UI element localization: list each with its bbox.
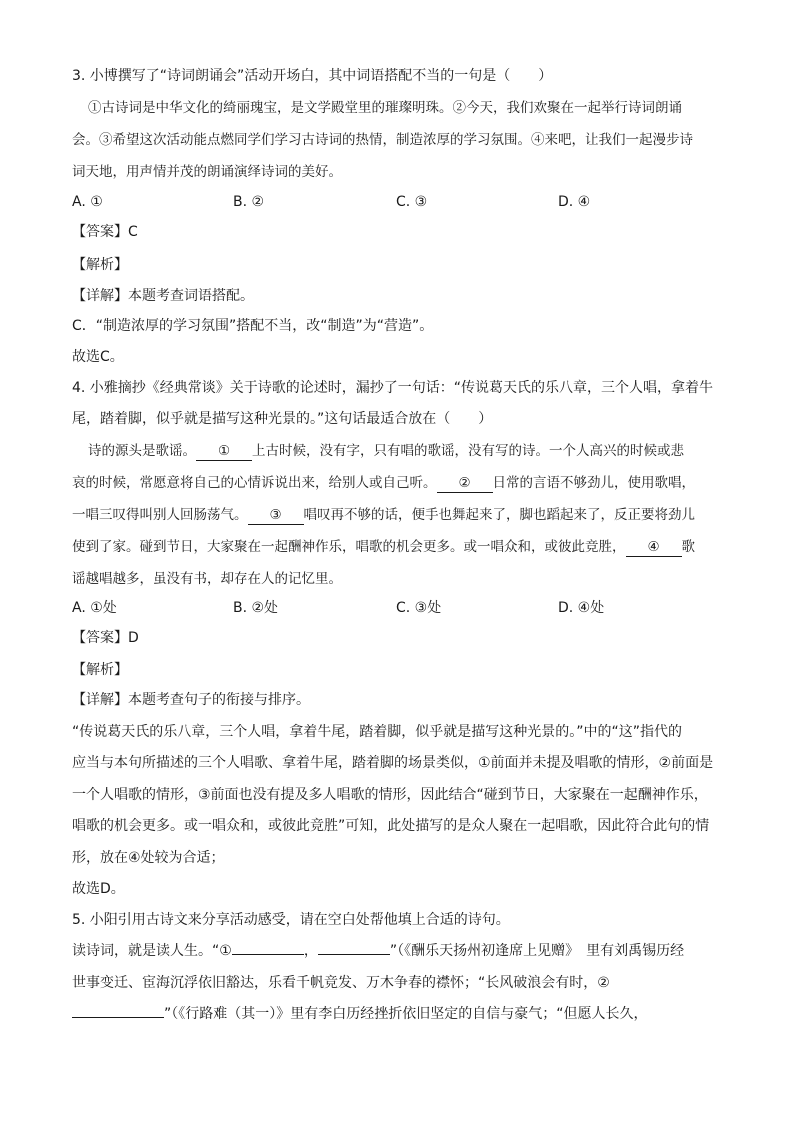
- q5-blank-1b: [318, 954, 390, 955]
- q3-explanation: C．“制造浓厚的学习氛围”搭配不当，改“制造”为“营造”。: [72, 318, 434, 334]
- q4-passage-text: 使到了家。碰到节日，大家聚在一起酬神作乐，唱歌的机会更多。或一唱众和，或彼此竞胜，: [72, 539, 626, 555]
- q4-passage-text: 歌: [681, 539, 695, 555]
- q4-passage-line-1: [88, 441, 748, 461]
- q5-line-1: [72, 941, 732, 961]
- q4-answer: 【答案】D: [72, 630, 139, 646]
- q5-line-3: [72, 1004, 732, 1024]
- q3-passage-line-1: ①古诗词是中华文化的绮丽瑰宝，是文学殿堂里的璀璨明珠。②今天，我们欢聚在一起举行诗词朗诵: [88, 100, 682, 116]
- q4-stem-line-2: 尾，踏着脚，似乎就是描写这种光景的。”这句话最适合放在（ ）: [72, 411, 493, 427]
- q5-blank-2: [72, 1017, 164, 1018]
- q4-explanation-line-1: “传说葛天氏的乐八章，三个人唱，拿着牛尾，踏着脚，似乎就是描写这种光景的。”中的“这”指代的: [72, 724, 683, 740]
- q4-option-c: C. ③处: [396, 600, 442, 616]
- q4-conclusion: 故选D。: [72, 881, 125, 897]
- q3-answer: 【答案】C: [72, 224, 138, 240]
- q3-passage-line-2: 会。③希望这次活动能点燃同学们学习古诗词的热情，制造浓厚的学习氛围。④来吧，让我们一起漫步诗: [72, 132, 693, 148]
- q4-explanation-line-5: 形，放在④处较为合适；: [72, 850, 225, 866]
- q4-passage-line-5: 谣越唱越多，虽没有书，却存在人的记忆里。: [72, 571, 342, 587]
- q4-passage-text: 唱叹再不够的话，便手也舞起来了，脚也蹈起来了，反正要将劲儿: [303, 507, 695, 523]
- q5-blank-1a: [232, 954, 304, 955]
- q3-conclusion: 故选C。: [72, 349, 124, 365]
- q4-passage-text: 日常的言语不够劲儿，使用歌唱，: [492, 475, 695, 491]
- q5-text: ，: [303, 943, 318, 959]
- q4-analysis-heading: 【解析】: [72, 662, 128, 678]
- q4-blank-4: ④: [626, 538, 682, 557]
- q4-stem-line-1: 4. 小雅摘抄《经典常谈》关于诗歌的论述时，漏抄了一句话：“传说葛天氏的乐八章，三个人唱，拿着牛: [72, 380, 714, 396]
- q4-detail: 【详解】本题考查句子的衔接与排序。: [72, 692, 310, 708]
- q4-passage-text: 哀的时候，常愿意将自己的心情诉说出来，给别人或自己听。: [72, 475, 437, 491]
- q5-line-2: 世事变迁、宦海沉浮依旧豁达，乐看千帆竞发、万木争春的襟怀；“长风破浪会有时，②: [72, 975, 610, 991]
- q5-stem: 5. 小阳引用古诗文来分享活动感受，请在空白处帮他填上合适的诗句。: [72, 912, 510, 928]
- q3-option-b: B. ②: [233, 194, 265, 210]
- q4-explanation-line-3: 一个人唱歌的情形，③前面也没有提及多人唱歌的情形，因此结合“碰到节日，大家聚在一起酬神作乐，: [72, 787, 708, 803]
- q3-option-a: A. ①: [72, 194, 103, 210]
- q4-option-b: B. ②处: [233, 600, 279, 616]
- q4-option-d: D. ④处: [558, 600, 605, 616]
- q3-option-c: C. ③: [396, 194, 428, 210]
- q4-explanation-line-2: 应当与本句所描述的三个人唱歌、拿着牛尾，踏着脚的场景类似，①前面并未提及唱歌的情形，②前面是: [72, 755, 714, 771]
- q3-stem: 3. 小博撰写了“诗词朗诵会”活动开场白，其中词语搭配不当的一句是（ ）: [72, 68, 553, 84]
- q4-blank-3: ③: [248, 506, 304, 525]
- q4-passage-line-2: [72, 473, 732, 493]
- q3-option-d: D. ④: [558, 194, 591, 210]
- q5-text: 读诗词，就是读人生。“①: [72, 943, 232, 959]
- q3-passage-line-3: 词天地，用声情并茂的朗诵演绎诗词的美好。: [72, 164, 342, 180]
- q3-detail: 【详解】本题考查词语搭配。: [72, 288, 254, 304]
- q4-passage-text: 上古时候，没有字，只有唱的歌谣，没有写的诗。一个人高兴的时候或悲: [252, 443, 684, 459]
- q4-explanation-line-4: 唱歌的机会更多。或一唱众和，或彼此竞胜”可知，此处描写的是众人聚在一起唱歌，因此符合此句的情: [72, 818, 710, 834]
- q4-option-a: A. ①处: [72, 600, 117, 616]
- q4-blank-1: ①: [196, 442, 252, 461]
- q5-text: ”（《酬乐天扬州初逢席上见赠》 里有刘禹锡历经: [389, 943, 685, 959]
- q5-text: ”（《行路难（其一）》里有李白历经挫折依旧坚定的自信与豪气；“但愿人长久，: [164, 1006, 648, 1022]
- q4-passage-text: 诗的源头是歌谣。: [88, 443, 196, 459]
- q4-passage-text: 一唱三叹得叫别人回肠荡气。: [72, 507, 248, 523]
- q3-analysis-heading: 【解析】: [72, 257, 128, 273]
- q4-passage-line-4: [72, 537, 732, 557]
- q4-blank-2: ②: [437, 474, 493, 493]
- q4-passage-line-3: [72, 505, 732, 525]
